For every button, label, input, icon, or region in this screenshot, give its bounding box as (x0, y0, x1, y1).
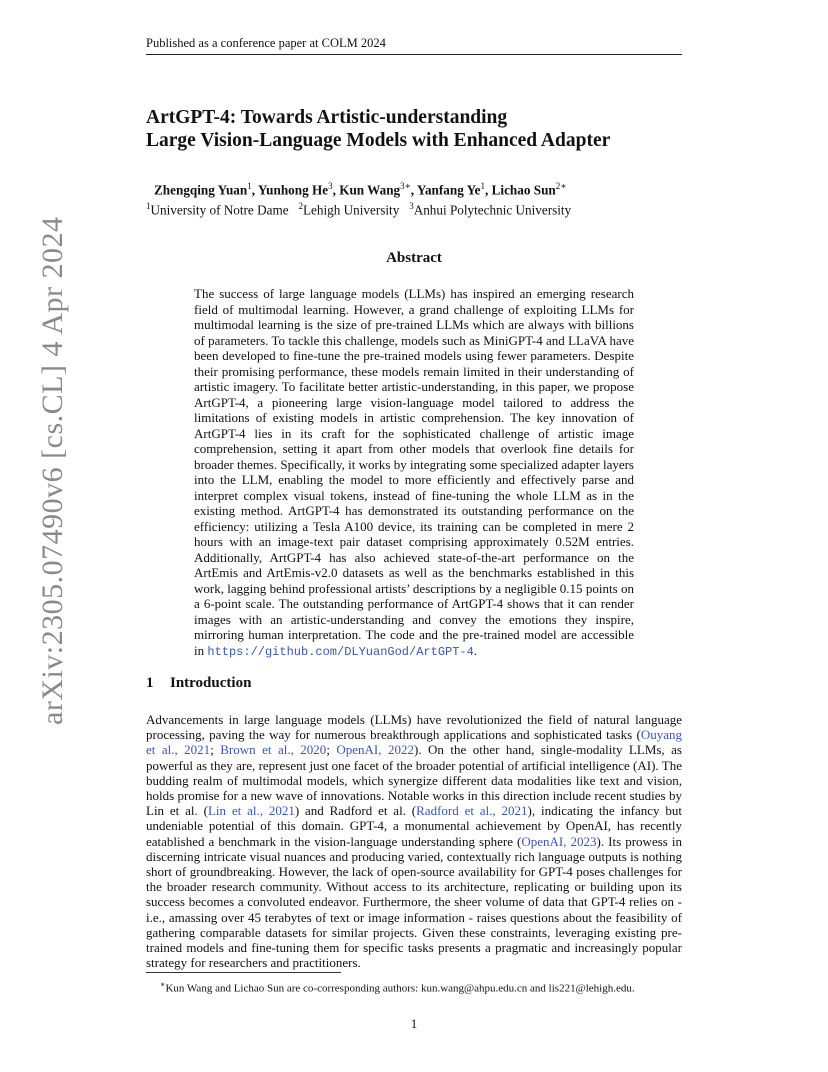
author-4-affil: 1 (480, 181, 486, 191)
citation-link[interactable]: OpenAI, 2023 (521, 833, 597, 849)
citation-link[interactable]: Ouyang et al., 2021 (146, 727, 682, 758)
code-link[interactable]: https://github.com/DLYuanGod/ArtGPT-4 (207, 644, 474, 659)
affil-2: Lehigh University (302, 202, 400, 218)
intro-paragraph (146, 712, 682, 970)
title-line-2: Large Vision-Language Models with Enhanced Adapter (146, 130, 611, 151)
page-number: 1 (410, 1016, 418, 1031)
citation-link[interactable]: Brown et al., 2020 (220, 742, 327, 758)
arxiv-stamp: arXiv:2305.07490v6 [cs.CL] 4 Apr 2024 (36, 216, 69, 725)
author-block (146, 178, 706, 219)
section-heading (146, 675, 682, 692)
affiliations (146, 198, 706, 218)
intro-sep-2: ; (326, 742, 337, 758)
abstract-body: The success of large language models (LLMs) has inspired an emerging research field of multimodal learning. However, a grand challenge of exploiting LLMs for multimodal learning is the size of pre-trained LLMs which are always with billions of parameters. To tackle this challenge, models such as MiniGPT-4 and LLaVA have been developed to fine-tune the pre-trained models using fewer parameters. Despite their promising performance, these models remain limited in their understanding of artistic imagery. To facilitate better artistic-understanding, in this paper, we propose ArtGPT-4, a pioneering large vision-language model tailored to address the limitations of existing models in artistic comprehension. The key innovation of ArtGPT-4 lies in its craft for the sophisticated challenge of artistic image comprehension, setting it apart from other models that overlook fine details for broader themes. Specifically, it works by integrating some specialized adapter layers into the LLM, enabling the model to more efficiently and effectively parse and interpret complex visual tokens, instead of fine-tuning the whole LLM as in the existing method. ArtGPT-4 has demonstrated its outstanding performance on the efficiency: utilizing a Tesla A100 device, its training can be completed in mere 2 hours with an image-text pair dataset comprising approximately 0.52M entries. Additionally, ArtGPT-4 has also achieved state-of-the-art performance on the ArtEmis and ArtEmis-v2.0 datasets as well as the benchmarks established in this work, lagging behind professional artists’ descriptions by a negligible 0.15 points on a 6-point scale. The outstanding performance of ArtGPT-4 shows that it can render images with an artistic-understanding and convey the emotions they inspire, mirroring human interpretation. The code and the pre-trained model are accessible in (194, 286, 634, 658)
abstract-heading: Abstract (386, 250, 442, 266)
author-3-affil: 3∗ (400, 181, 411, 191)
footnote-rule (146, 972, 341, 973)
author-4: , Yanfang Ye (410, 182, 481, 198)
author-5: , Lichao Sun (485, 182, 556, 198)
abstract-end: . (473, 642, 478, 658)
intro-sep-1: ; (210, 742, 221, 758)
author-5-affil: 2∗ (555, 181, 567, 191)
footnote (160, 978, 690, 996)
intro-text-5: ). Its prowess in discerning intricate visual nuances and producing varied, contextually rich language outputs is nothing short of groundbreaking. However, the lack of open-source availability for GPT-4 poses challenges for the broader research community. Without access to its architecture, replicating or building upon its success becomes a convoluted endeavor. Furthermore, the sheer volume of data that GPT-4 relies on - i.e., amassing over 45 terabytes of text or image information - raises questions about the feasibility of gathering comparable datasets for similar projects. Given these constraints, leveraging existing pre-trained models and fine-tuning them for specific tasks presents a pragmatic and increasingly popular strategy for researchers and practitioners. (146, 833, 682, 971)
intro-text-1: Advancements in large language models (LLMs) have revolutionized the field of natural language processing, paving the way for numerous breakthrough applications and sophisticated tasks ( (146, 712, 682, 743)
citation-link[interactable]: Radford et al., 2021 (416, 803, 528, 819)
author-1-affil: 1 (247, 181, 252, 191)
paper-title (146, 106, 706, 152)
affil-1: University of Notre Dame (150, 202, 289, 218)
title-line-1: ArtGPT-4: Towards Artistic-understanding (146, 107, 508, 128)
author-2-affil: 3 (328, 181, 333, 191)
affil-3: Anhui Polytechnic University (413, 202, 572, 218)
author-2: , Yunhong He (251, 182, 329, 198)
author-names (146, 178, 706, 198)
header-rule (146, 54, 682, 55)
author-1: Zhengqing Yuan (154, 182, 248, 198)
affil-1-mark: 1 (146, 201, 151, 212)
footnote-text: Kun Wang and Lichao Sun are co-corresponding authors: kun.wang@ahpu.edu.cn and lis221@lehigh.edu. (165, 982, 635, 995)
footnote-mark: ∗ (160, 980, 166, 989)
section-title: Introduction (170, 675, 252, 691)
intro-text-2: ). On the other hand, single-modality LLMs, as powerful as they are, represent just one facet of the broader potential of artificial intelligence (AI). The budding realm of multimodal models, which synergize different data modalities like text and vision, holds promise for a new wave of innovations. Notable works in this direction include recent studies by Lin et al. ( (146, 742, 682, 819)
citation-link[interactable]: Lin et al., 2021 (207, 803, 295, 819)
intro-text-3: ) and Radford et al. ( (294, 803, 417, 819)
abstract-text (194, 286, 634, 660)
affil-3-mark: 3 (409, 201, 414, 212)
citation-link[interactable]: OpenAI, 2022 (336, 742, 414, 758)
running-header: Published as a conference paper at COLM 2024 (146, 36, 386, 50)
intro-text-4: ), indicating the infancy but undeniable potential of this domain. GPT-4, a monumental achievement by OpenAI, has recently eatablished a benchmark in the vision-language understanding sphere ( (146, 803, 682, 849)
author-3: , Kun Wang (332, 182, 401, 198)
section-number: 1 (146, 675, 154, 691)
affil-2-mark: 2 (298, 201, 303, 212)
